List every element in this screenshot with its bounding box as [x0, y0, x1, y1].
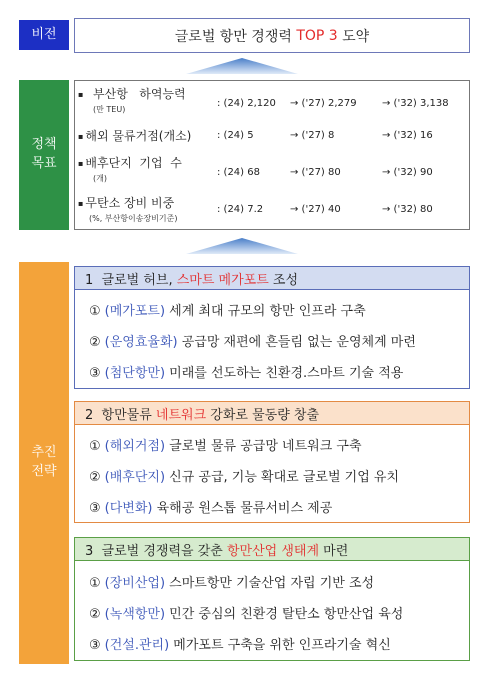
item-keyword: (첨단항만) [104, 366, 166, 381]
item-keyword: (장비산업) [104, 576, 166, 591]
strategy-3-header [74, 537, 470, 561]
item-number: ② [89, 335, 101, 350]
goal-name-text: 해외 물류거점(개소) [85, 129, 192, 143]
item-text: 미래를 선도하는 친환경.스마트 기술 적용 [165, 366, 404, 381]
strategy-item [89, 300, 366, 319]
bullet-icon: ▪ [78, 90, 84, 99]
goal-name-text: 배후단지 기업 수 [85, 156, 182, 170]
goal-unit: (개) [93, 174, 107, 183]
goal-value-2027: → ('27) 8 [290, 130, 335, 141]
item-keyword: (운영효율화) [104, 335, 178, 350]
item-number: ① [89, 439, 101, 454]
chevron-up-arrow-icon [186, 58, 298, 74]
item-text: 공급망 재편에 흔들림 없는 운영체계 마련 [177, 335, 416, 350]
strategy-item [89, 466, 399, 485]
strategy-header-text: 3 글로벌 경쟁력을 갖춘 [85, 543, 227, 559]
strategy-item [89, 331, 416, 350]
item-number: ② [89, 607, 101, 622]
item-text: 세계 최대 규모의 항만 인프라 구축 [165, 304, 366, 319]
goal-value-2032: → ('32) 3,138 [382, 98, 449, 109]
goal-value-2027: → ('27) 80 [290, 167, 341, 178]
vision-label: 비전 [19, 20, 69, 50]
goal-value-2024: : (24) 7.2 [217, 204, 264, 215]
vision-prefix: 글로벌 항만 경쟁력 [174, 28, 297, 45]
strategy-2-items [74, 425, 470, 523]
strategy-2-header [74, 401, 470, 425]
item-number: ③ [89, 638, 101, 653]
item-text: 민간 중심의 친환경 탈탄소 항만산업 육성 [165, 607, 404, 622]
goal-value-2032: → ('32) 80 [382, 204, 433, 215]
strategy-label [19, 262, 69, 664]
chevron-up-arrow-icon [186, 238, 298, 254]
goal-name [78, 154, 182, 171]
policy-goals-label [19, 80, 69, 230]
goal-unit: (만 TEU) [93, 105, 126, 114]
vision-suffix: 도약 [337, 28, 370, 45]
goal-name-text: 무탄소 장비 비중 [85, 196, 175, 210]
goal-name [78, 127, 191, 144]
strategy-header-text: 2 항만물류 [85, 407, 156, 423]
goal-name [78, 194, 174, 211]
item-text: 스마트항만 기술산업 자립 기반 조성 [165, 576, 375, 591]
item-keyword: (해외거점) [104, 439, 166, 454]
strategy-header-highlight: 네트워크 [155, 407, 207, 423]
goal-value-2027: → ('27) 2,279 [290, 98, 357, 109]
vision-highlight: TOP 3 [296, 27, 338, 44]
item-keyword: (건설.관리) [104, 638, 170, 653]
bullet-icon: ▪ [78, 132, 84, 141]
strategy-header-highlight: 스마트 메가포트 [176, 272, 269, 288]
strategy-item [89, 362, 403, 381]
strategy-label-text: 추진 전략 [31, 445, 57, 479]
goal-value-2024: : (24) 5 [217, 130, 254, 141]
strategy-header-text: 조성 [268, 272, 299, 288]
item-number: ② [89, 470, 101, 485]
strategy-item [89, 603, 403, 622]
goal-unit: (%, 부산항이송장비기준) [89, 214, 178, 223]
item-number: ① [89, 304, 101, 319]
item-text: 신규 공급, 기능 확대로 글로벌 기업 유치 [165, 470, 400, 485]
item-text: 육해공 원스톱 물류서비스 제공 [152, 501, 333, 516]
item-number: ③ [89, 366, 101, 381]
goal-name [78, 85, 186, 102]
item-text: 글로벌 물류 공급망 네트워크 구축 [165, 439, 362, 454]
item-keyword: (메가포트) [104, 304, 166, 319]
vision-statement [74, 18, 470, 53]
goal-value-2032: → ('32) 16 [382, 130, 433, 141]
strategy-1-header [74, 266, 470, 290]
bullet-icon: ▪ [78, 199, 84, 208]
strategy-item [89, 572, 374, 591]
policy-goals-table [74, 80, 470, 230]
strategy-item [89, 634, 391, 653]
strategy-item [89, 497, 332, 516]
item-number: ③ [89, 501, 101, 516]
goal-name-text: 부산항 하역능력 [85, 87, 186, 101]
strategy-header-text: 마련 [319, 543, 349, 559]
item-text: 메가포트 구축을 위한 인프라기술 혁신 [169, 638, 391, 653]
goal-value-2027: → ('27) 40 [290, 204, 341, 215]
item-keyword: (배후단지) [104, 470, 166, 485]
strategy-1-items [74, 290, 470, 389]
goal-value-2032: → ('32) 90 [382, 167, 433, 178]
strategy-item [89, 435, 362, 454]
bullet-icon: ▪ [78, 159, 84, 168]
goal-value-2024: : (24) 68 [217, 167, 260, 178]
policy-goals-label-text: 정책 목표 [31, 137, 57, 171]
goal-value-2024: : (24) 2,120 [217, 98, 276, 109]
strategy-header-text: 강화로 물동량 창출 [206, 407, 320, 423]
strategy-header-highlight: 항만산업 생태계 [226, 543, 320, 559]
item-keyword: (다변화) [104, 501, 153, 516]
item-number: ① [89, 576, 101, 591]
item-keyword: (녹색항만) [104, 607, 166, 622]
strategy-header-text: 1 글로벌 허브, [85, 272, 177, 288]
strategy-3-items [74, 561, 470, 661]
